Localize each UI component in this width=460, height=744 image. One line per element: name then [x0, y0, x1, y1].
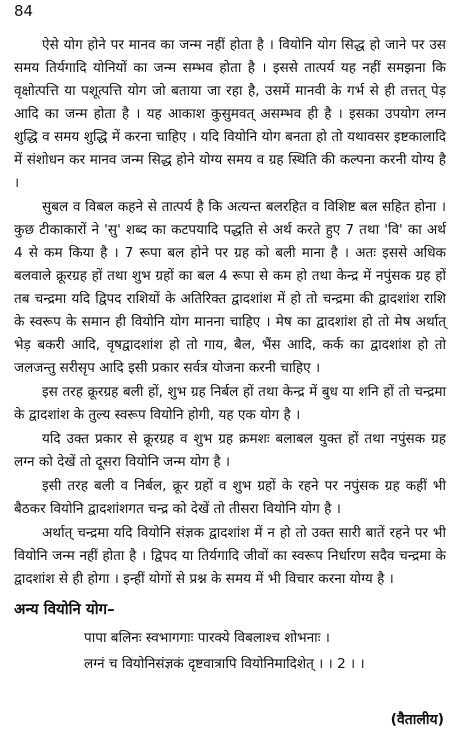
paragraph-5: इसी तरह बली व निर्बल, क्रूर ग्रहों व शुभ ग्रहों के रहने पर नपुंसक ग्रह कहीं भी बैठकर वियोनि द्वादशांशगत चन्द्र को देखें तो तीसरा वियोनि योग है ।: [14, 478, 446, 517]
meter-name: (वैतालीय): [390, 712, 444, 728]
paragraph-3: इस तरह क्रूरग्रह बली हों, शुभ ग्रह निर्बल हों तथा केन्द्र में बुध या शनि हों तो चन्द्रमा के द्वादशांश के तुल्य स्वरूप वियोनि होगी, यह एक योग है ।: [14, 384, 446, 423]
verse-line-1: पापा बलिनः स्वभागगाः पारक्ये विबलाश्च शोभनाः ।: [84, 630, 330, 646]
paragraph-6: अर्थात् चन्द्रमा यदि वियोनि संज्ञक द्वादशांश में न हो तो उक्त सारी बातें रहने पर भी वियोनि जन्म नहीं होता है । द्विपद या तिर्यगादि जीवों का स्वरूप निर्धारण सदैव चन्द्रमा के द्वादशांश से ही होगा । इन्हीं योगों से प्रश्न के समय में भी विचार करना योग्य है ।: [14, 525, 446, 587]
paragraph-4: यदि उक्त प्रकार से क्रूरग्रह व शुभ ग्रह क्रमशः बलाबल युक्त हों तथा नपुंसक ग्रह लग्न को देखें तो दूसरा वियोनि जन्म योग है ।: [14, 431, 446, 470]
page-body: [14, 34, 446, 677]
paragraph-1: ऐसे योग होने पर मानव का जन्म नहीं होता है । वियोनि योग सिद्ध हो जाने पर उस समय तिर्यगादि योनियों का जन्म सम्भव होता है । इससे तात्पर्य यह नहीं समझना कि वृक्षोत्पत्ति या पशूत्पत्ति योग जो बताया जा रहा है, उसमें मानवी के गर्भ से ही तत्तत् पेड़ आदि का जन्म होता है । यह आकाश कुसुमवत् असम्भव ही है । इसका उपयोग लग्न शुद्धि व समय शुद्धि में करना चाहिए । यदि वियोनि योग बनता हो तो यथावसर इष्टकालादि में संशोधन कर मानव जन्म सिद्ध होने योग्य समय व ग्रह स्थिति की कल्पना करनी योग्य है ।: [14, 37, 446, 191]
section-heading: अन्य वियोनि योग–: [14, 600, 115, 618]
page-number: 84: [14, 2, 34, 20]
verse-line-2: लग्नं च वियोनिसंज्ञकं दृष्टवात्रापि वियोनिमादिशेत् । । 2 । ।: [84, 656, 365, 672]
paragraph-2: सुबल व विबल कहने से तात्पर्य है कि अत्यन्त बलरहित व विशिष्ट बल सहित होना । कुछ टीकाकारों ने 'सु' शब्द का कटपयादि पद्धति से अर्थ करते हुए 7 तथा 'वि' का अर्थ 4 से कम किया है । 7 रूपा बल होने पर ग्रह को बली माना है । अतः इससे अधिक बलवाले क्रूरग्रह हों तथा शुभ ग्रहों का बल 4 रूपा से कम हो तथा केन्द्र में नपुंसक ग्रह हों तब चन्द्रमा यदि द्विपद राशियों के अतिरिक्त द्वादशांश में हो तो चन्द्रमा की द्वादशांश राशि के स्वरूप के समान ही वियोनि योग मानना चाहिए । मेष का द्वादशांश हो तो मेष अर्थात् भेड़ बकरी आदि, वृषद्वादशांश हो तो गाय, बैल, भैंस आदि, कर्क का द्वादशांश हो तो जलजन्तु सरीसृप आदि इसी प्रकार सर्वत्र योजना करनी चाहिए ।: [14, 199, 446, 376]
